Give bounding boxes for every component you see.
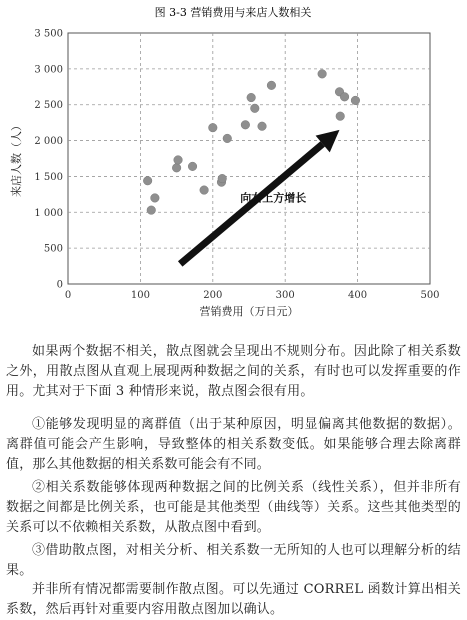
y-tick-label: 3 000 (34, 64, 63, 76)
y-tick-label: 0 (56, 279, 63, 291)
trend-annotation: 向右上方增长 (240, 191, 307, 205)
y-tick-label: 500 (43, 243, 63, 255)
axis-ticks (34, 29, 439, 302)
x-tick-label: 300 (275, 290, 295, 301)
x-tick-label: 200 (203, 290, 223, 301)
y-tick-label: 3 500 (34, 28, 63, 40)
x-tick-label: 100 (130, 290, 150, 301)
plot-frame (68, 33, 430, 284)
paragraph-conclusion: 并非所有情况都需要制作散点图。可以先通过 CORREL 函数计算出相关系数，然后再针对重要内容用散点图加以确认。 (6, 582, 461, 617)
data-point (267, 81, 276, 90)
data-point (218, 174, 227, 183)
x-tick-label: 400 (348, 290, 368, 301)
y-tick-label: 2 000 (34, 136, 63, 148)
paragraph-intro: 如果两个数据不相关，散点图就会呈现出不规则分布。因此除了相关系数之外，用散点图从直观上展现两种数据之间的关系，有时也可以发挥重要的作用。尤其对于下面 3 种情形来说，散点图会很有用。 (6, 344, 461, 399)
x-tick-label: 0 (64, 290, 72, 301)
data-point (223, 134, 232, 143)
y-tick-label: 1 500 (34, 171, 63, 183)
data-point (351, 96, 360, 105)
data-point (250, 104, 259, 113)
data-point (174, 156, 183, 165)
data-point (151, 194, 160, 203)
data-point (172, 164, 181, 173)
data-point (247, 93, 256, 102)
y-tick-label: 1 000 (34, 207, 63, 219)
data-point (258, 122, 267, 131)
data-point (241, 120, 250, 129)
grid-lines (68, 33, 430, 284)
data-point (318, 70, 327, 79)
y-tick-label: 2 500 (34, 100, 63, 112)
data-point (336, 112, 345, 121)
x-tick-label: 500 (420, 290, 440, 301)
x-axis-title: 营销费用（万日元） (199, 305, 299, 318)
figure-caption: 图 3-3 营销费用与来店人数相关 (154, 6, 312, 19)
data-point (209, 123, 218, 132)
data-point (143, 176, 152, 185)
paragraph-point-1: ①能够发现明显的离群值（出于某种原因，明显偏离其他数据的数据）。离群值可能会产生影响，导致整体的相关系数变低。如果能够合理去除离群值，那么其他数据的相关系数可能会有不同。 (6, 417, 461, 472)
data-point (340, 93, 349, 102)
y-axis-title: 来店人数（人） (10, 120, 23, 197)
data-point (188, 162, 197, 171)
paragraph-point-3: ③借助散点图，对相关分析、相关系数一无所知的人也可以理解分析的结果。 (6, 543, 461, 578)
paragraph-point-2: ②相关系数能够体现两种数据之间的比例关系（线性关系），但并非所有数据之间都是比例关系，也可能是其他类型（曲线等）关系。这些其他类型的关系可以不依赖相关系数，从散点图中看到。 (6, 480, 461, 535)
data-point (200, 186, 209, 195)
data-point (147, 206, 156, 215)
